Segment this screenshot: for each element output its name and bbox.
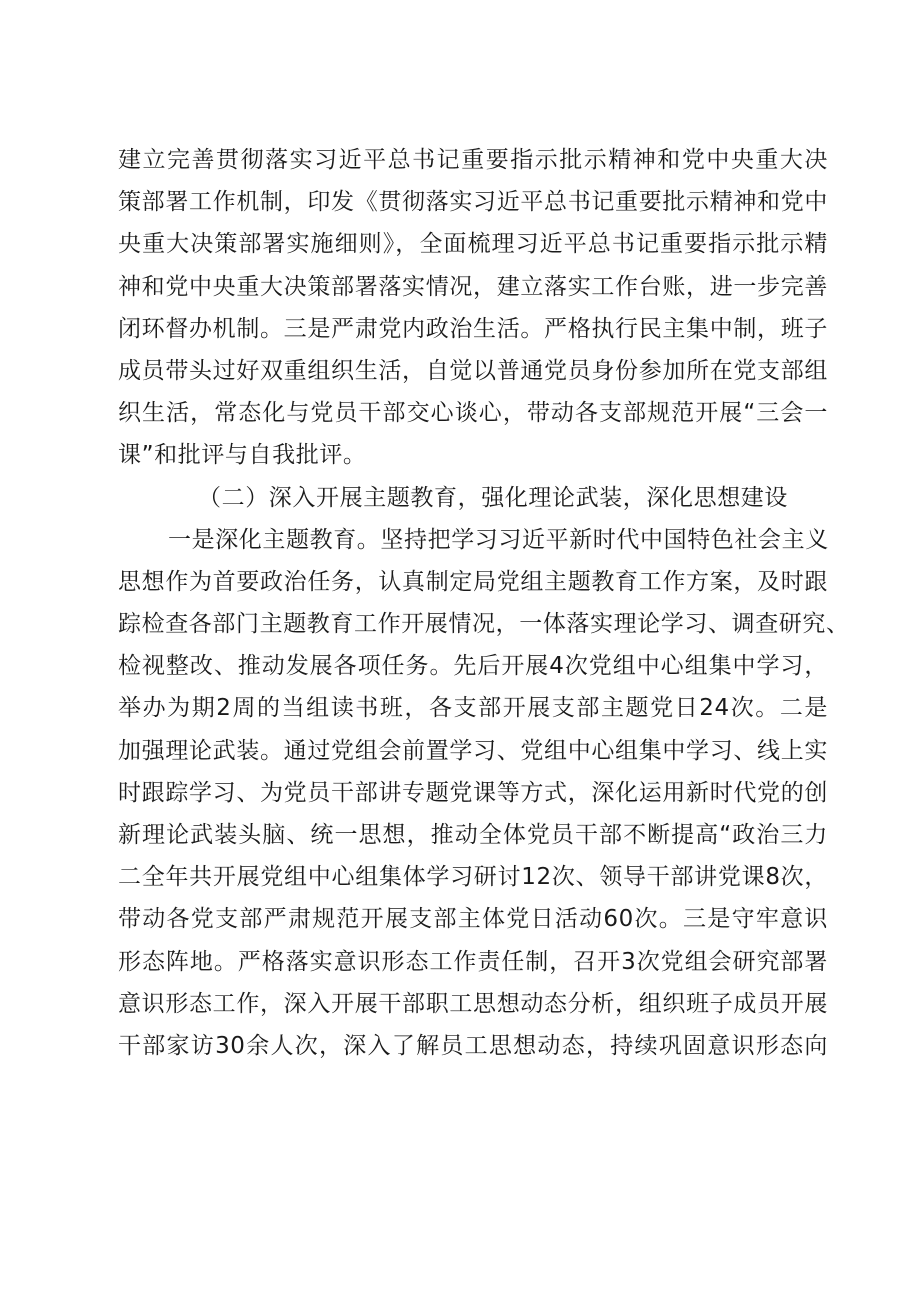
text-line: 思想作为首要政治任务，认真制定局党组主题教育工作方案，及时跟 — [118, 568, 828, 595]
text-line: 踪检查各部门主题教育工作开展情况，一体落实理论学习、调查研究、 — [118, 611, 850, 638]
text-line: 新理论武装头脑、统一思想，推动全体党员干部不断提高“政治三力 — [118, 822, 828, 848]
text-line: 织生活，常态化与党员干部交心谈心，带动各支部规范开展“三会一 — [118, 400, 828, 427]
text-line: 成员带头过好双重组织生活，自觉以普通党员身份参加所在党支部组 — [118, 357, 828, 384]
section-heading: （二）深入开展主题教育，强化理论武装，深化思想建设 — [198, 484, 788, 511]
text-line: 检视整改、推动发展各项任务。先后开展4次党组中心组集中学习， — [118, 653, 828, 680]
text-line: 课”和批评与自我批评。 — [118, 442, 367, 469]
text-line: 举办为期2周的当组读书班，各支部开展支部主题党日24次。二是 — [118, 695, 828, 722]
text-line: 闭环督办机制。三是严肃党内政治生活。严格执行民主集中制，班子 — [118, 315, 828, 342]
text-line: 形态阵地。严格落实意识形态工作责任制，召开3次党组会研究部署 — [118, 948, 828, 975]
body-text — [118, 139, 850, 1067]
text-line: 建立完善贯彻落实习近平总书记重要指示批示精神和党中央重大决 — [118, 147, 828, 173]
text-line: 干部家访30余人次，深入了解员工思想动态，持续巩固意识形态向 — [118, 1032, 828, 1059]
text-line: 时跟踪学习、为党员干部讲专题党课等方式，深化运用新时代党的创 — [118, 779, 828, 806]
text-line: 二全年共开展党组中心组集体学习研讨12次、领导干部讲党课8次， — [118, 864, 828, 891]
text-line: 策部署工作机制，印发《贯彻落实习近平总书记重要批示精神和党中 — [118, 189, 828, 216]
text-line: 意识形态工作，深入开展干部职工思想动态分析，组织班子成员开展 — [118, 990, 828, 1017]
text-line: 带动各党支部严肃规范开展支部主体党日活动60次。三是守牢意识 — [118, 906, 828, 933]
text-line: 神和党中央重大决策部署落实情况，建立落实工作台账，进一步完善 — [118, 273, 828, 300]
text-line: 加强理论武装。通过党组会前置学习、党组中心组集中学习、线上实 — [118, 737, 828, 764]
text-line: 央重大决策部署实施细则》，全面梳理习近平总书记重要指示批示精 — [118, 231, 828, 258]
paragraph-first-line: 一是深化主题教育。坚持把学习习近平新时代中国特色社会主义 — [168, 526, 829, 553]
